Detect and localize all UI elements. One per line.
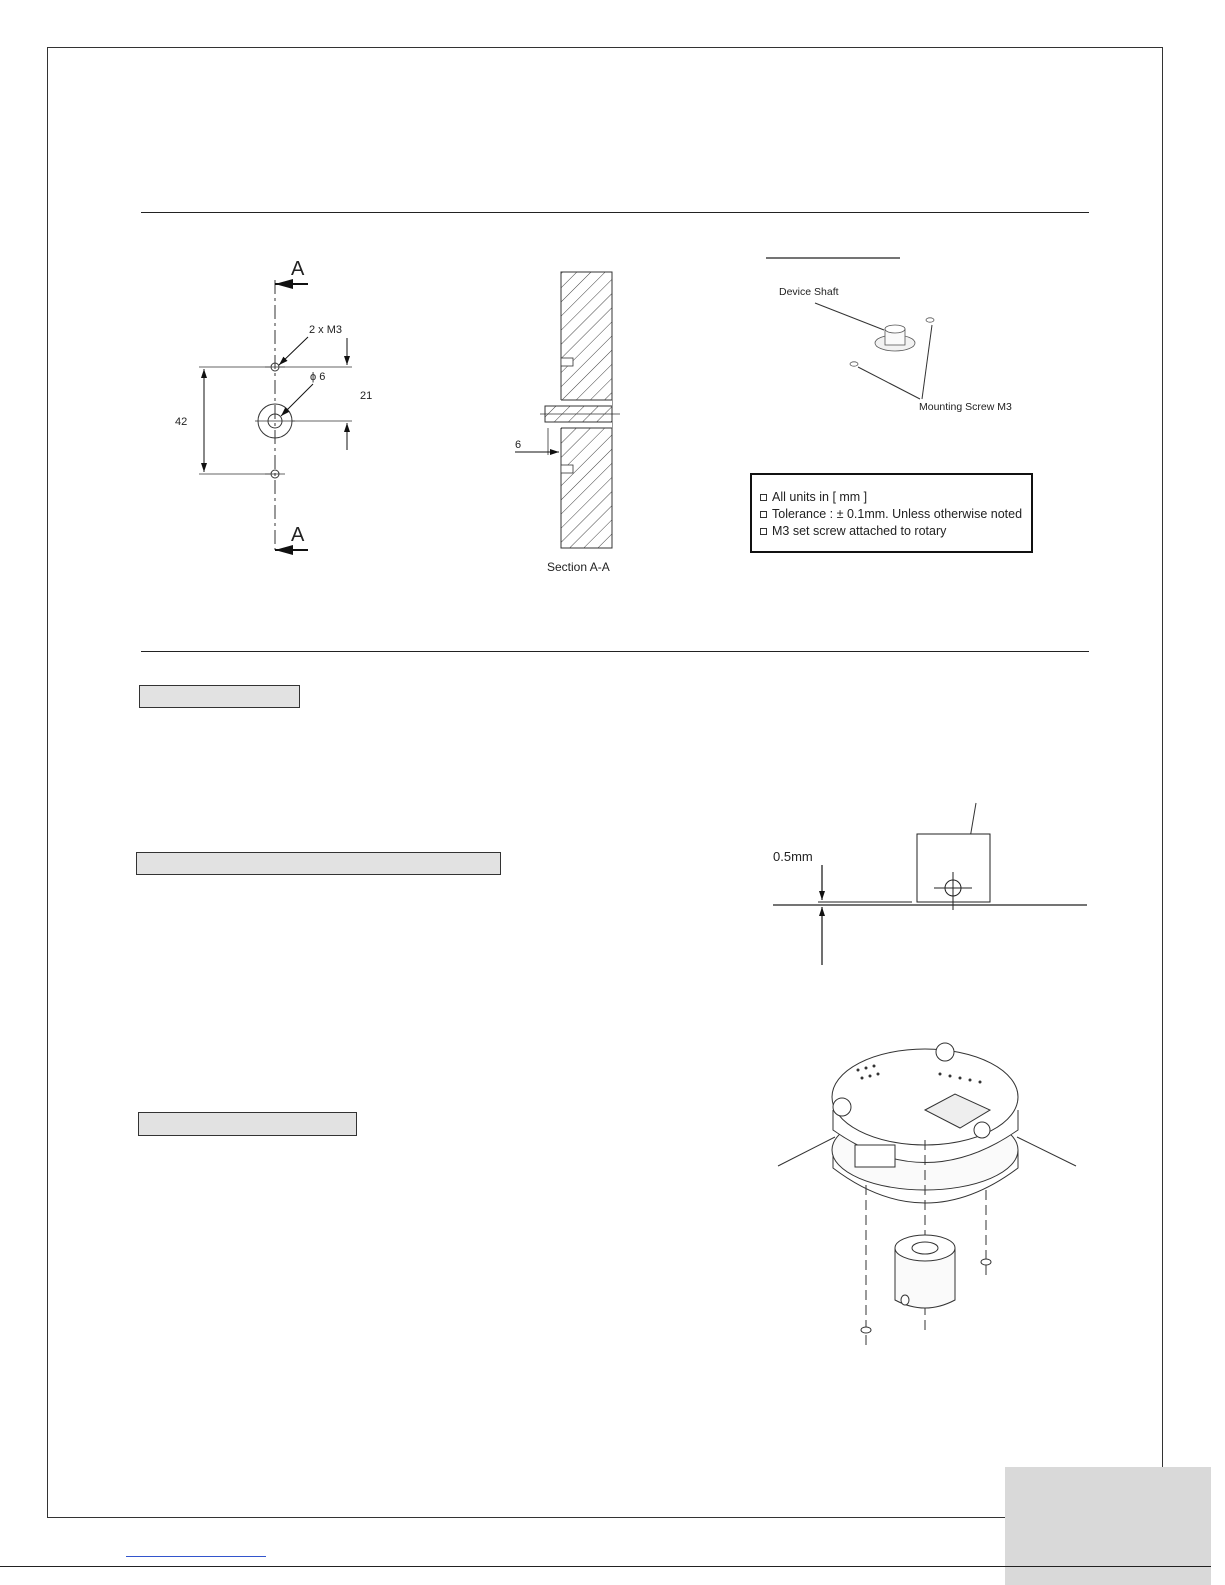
bullet-icon xyxy=(760,494,767,501)
section-dim-label: 6 xyxy=(515,439,522,451)
note-text: M3 set screw attached to rotary xyxy=(772,524,947,538)
screw-head-right xyxy=(974,1122,990,1138)
dim-42-label: 42 xyxy=(175,416,188,428)
heading-bar-2 xyxy=(136,852,501,875)
shaft-label: Device Shaft xyxy=(779,286,839,298)
section-caption: Section A-A xyxy=(547,560,610,574)
note-text: All units in [ mm ] xyxy=(772,490,868,504)
bore-leader xyxy=(281,384,313,416)
screw-head-left xyxy=(833,1098,851,1116)
section-thread-bottom xyxy=(561,465,573,473)
screw-label: Mounting Screw M3 xyxy=(919,401,1012,413)
screw-head-top xyxy=(936,1043,954,1061)
connector xyxy=(855,1145,895,1167)
hole-callout: 2 x M3 xyxy=(309,324,343,336)
note-item xyxy=(760,523,1031,540)
heading-bar-3 xyxy=(138,1112,357,1136)
gap-label: 0.5mm xyxy=(773,849,813,864)
notes-box xyxy=(750,473,1033,553)
footer-rule xyxy=(0,1566,1211,1567)
bullet-icon xyxy=(760,511,767,518)
note-text: Tolerance : ± 0.1mm. Unless otherwise noted xyxy=(772,507,1023,521)
section-thread-top xyxy=(561,358,573,366)
section-label-top: A xyxy=(291,258,305,280)
bullet-icon xyxy=(760,528,767,535)
note-item xyxy=(760,506,1031,523)
dim-21-label: 21 xyxy=(360,390,373,402)
shaft-leader xyxy=(815,303,884,330)
footer-link[interactable] xyxy=(126,1556,266,1557)
hole-leader xyxy=(279,337,308,365)
bore-callout: ϕ 6 xyxy=(310,371,326,383)
screw-hole-left xyxy=(850,362,858,366)
encoder-assembly xyxy=(778,1043,1076,1350)
screw-hole-right xyxy=(926,318,934,322)
heading-bar-1 xyxy=(139,685,300,708)
note-item xyxy=(760,489,1031,506)
section-label-bottom: A xyxy=(291,524,305,546)
page-corner-tab xyxy=(1005,1467,1211,1585)
